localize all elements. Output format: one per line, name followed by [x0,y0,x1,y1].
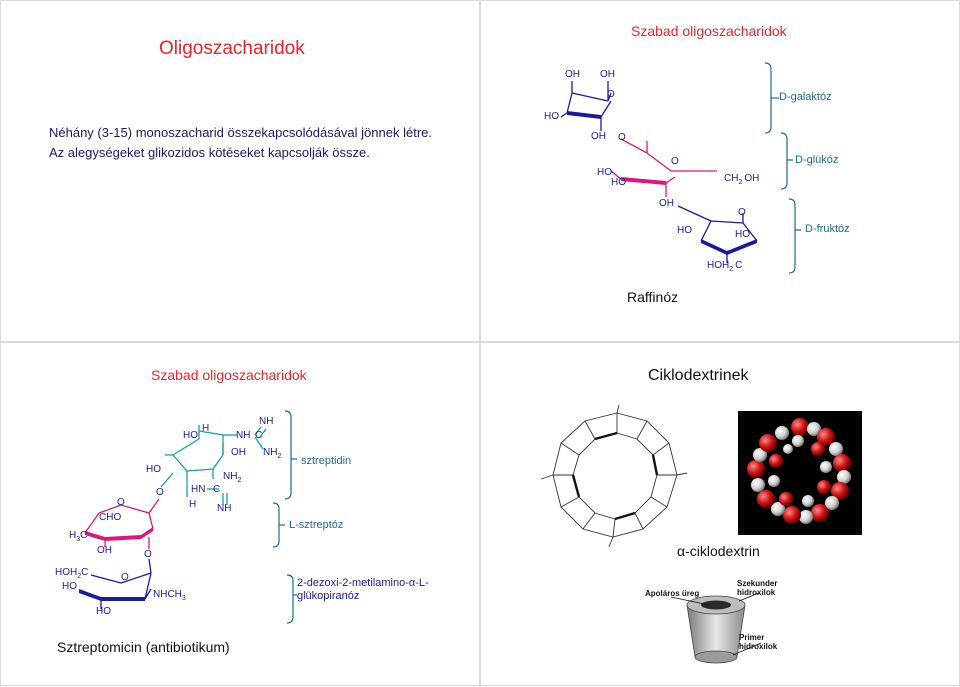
galactose-label: D-galaktóz [779,91,832,103]
glucosamine-bold-edge [79,589,145,601]
atom-o: O [607,89,615,100]
galactose-ring [561,81,611,131]
atom-o: O [618,132,626,143]
atom-ho: HO [597,167,612,178]
atom-h3c: $H_3C$ [69,530,88,543]
atom-nh2: $NH_2$ [263,447,282,460]
atom-oh: OH [565,69,580,80]
atom-o: O [121,572,129,583]
raffinose-structure [481,1,960,343]
atom-ch2oh: $CH_2$ OH [724,173,760,186]
atom-ho: HO [677,225,692,236]
atom-h: H [189,499,197,510]
atom-h: H [202,423,210,434]
atom-oh: OH [591,131,606,142]
fructose-label: D-fruktóz [805,223,850,235]
brackets [273,411,297,623]
atom-c: C [213,484,221,495]
atom-ho: HO [96,606,111,617]
atom-ho: HO [735,229,750,240]
atom-o: O [671,156,679,167]
atom-nh: NH [217,503,232,514]
fructose-bold-edge [701,239,757,255]
streptose-label: L-sztreptóz [289,519,344,531]
atom-ho: HO [611,177,626,188]
cyclodextrin-space-filling-model [738,411,862,535]
atom-ho: HO [62,581,77,592]
secondary-hydroxyls-label: Szekunder hidroxilok [737,579,778,597]
slide-title: Szabad oligoszacharidok [151,367,307,383]
glucose-bold-edge [621,177,666,185]
definition-line-1: Néhány (3-15) monoszacharid összekapcsolódásával jönnek létre. [49,125,432,140]
central-cavity [783,456,817,490]
slide-title: Oligoszacharidok [159,38,305,59]
slide-oligosaccharides [0,0,480,342]
slide-streptomycin [0,342,480,686]
glucose-ring [611,139,717,197]
atom-nh: NH [236,430,251,441]
cyclodextrin-caption: α-ciklodextrin [677,543,760,559]
galactose-bold-edge [567,111,601,119]
atom-o: O [117,497,125,508]
cyclodextrin-structural-diagram [537,401,697,551]
atom-hn: HN [191,484,206,495]
atom-nhch3: $NHCH_3$ [153,589,186,602]
atom-o: O [738,207,746,218]
atom-hoh2c: $HOH_2C$ [55,567,89,580]
atom-hoh2c: $HOH_2$ C [707,260,743,273]
streptomycin-caption: Sztreptomicin (antibiotikum) [57,639,230,655]
glucosamine-label: 2-dezoxi-2-metilamino-α-L- glükopiranóz [297,577,429,602]
streptidine-label: sztreptidin [301,455,352,467]
streptomycin-structure [1,343,481,687]
atom-ho: HO [183,430,198,441]
slide-title: Ciklodextrinek [648,367,749,384]
atom-ho: HO [544,111,559,122]
glucose-label: D-glükóz [795,154,839,166]
slide-raffinose [480,0,960,342]
streptose-bold-edge [85,527,153,541]
atom-nh2: $NH_2$ [223,471,242,484]
definition-line-2: Az alegységeket glikozidos kötéseket kapcsolják össze. [49,145,370,160]
atom-oh: OH [97,545,112,556]
glucosamine-ring [79,559,151,609]
atom-ho: HO [146,464,161,475]
atom-cho: CHO [99,512,122,523]
slide-title: Szabad oligoszacharidok [631,23,787,39]
atom-oh: OH [231,447,246,458]
atom-oh: OH [600,69,615,80]
atom-o: O [144,549,152,560]
atom-c: C [255,430,263,441]
slide-cyclodextrins [480,342,960,686]
atom-oh: OH [659,198,674,209]
apolar-cavity-label: Apoláros üreg [645,589,700,598]
atom-o: O [156,487,164,498]
atom-nh: NH [259,416,274,427]
primary-hydroxyls-label: Primer hidroxilok [739,633,778,651]
raffinose-caption: Raffinóz [627,289,679,305]
